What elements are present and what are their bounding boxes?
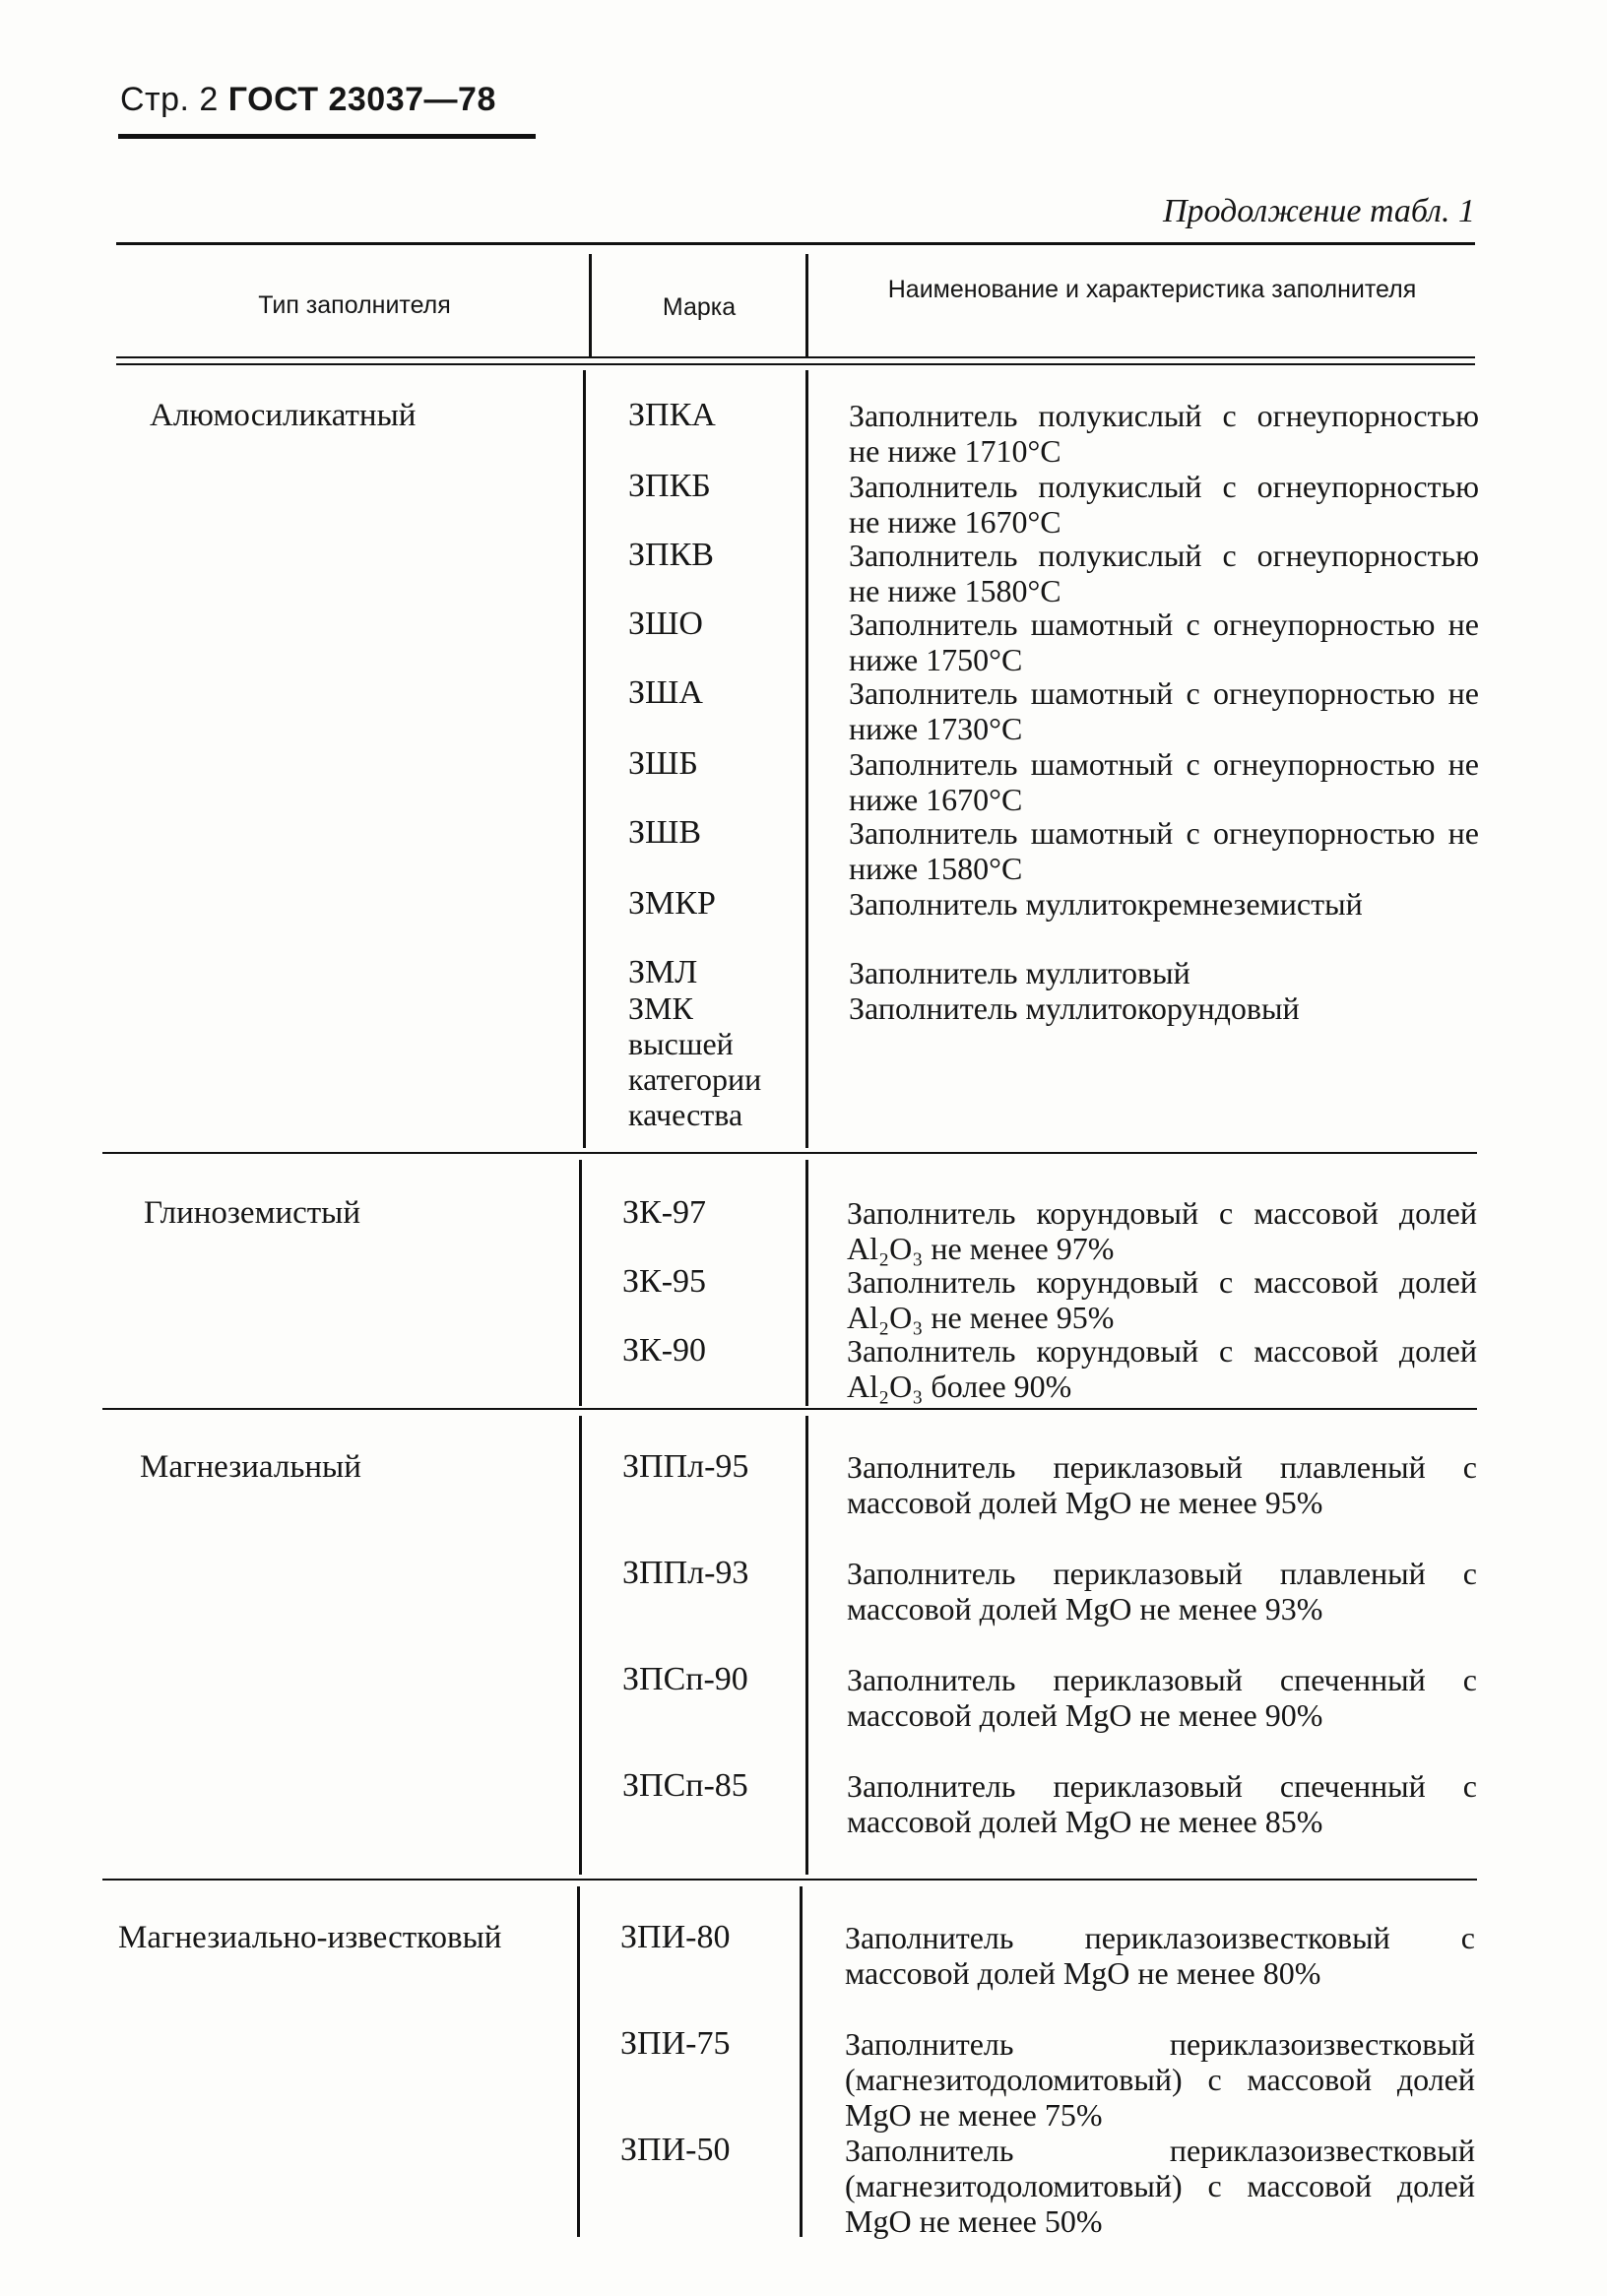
column-divider [805, 370, 808, 1148]
description: Заполнитель шамотный с огнеупорностью не ниже 1580°С [849, 815, 1479, 886]
page-number: Стр. 2 [120, 81, 219, 118]
group-separator [102, 1408, 1477, 1410]
description: Заполнитель муллитокремнеземистый [849, 886, 1363, 922]
column-divider [579, 1416, 582, 1875]
description: Заполнитель муллитокорундовый [849, 990, 1300, 1026]
header-underline [118, 134, 536, 139]
description: Заполнитель корундовый с массовой долей Al₂O₃ не менее 97% [847, 1195, 1477, 1266]
header-divider-1 [589, 254, 592, 356]
mark: ЗША [628, 674, 703, 711]
description: Заполнитель полукислый с огнеупорностью не ниже 1670°С [849, 469, 1479, 540]
description: Заполнитель периклазоизвестковый (магнезитодоломитовый) с массовой долей MgO не менее 50% [845, 2133, 1475, 2239]
group-type-aluminosilicate: Алюмосиликатный [150, 398, 417, 433]
mark: ЗМКР [628, 885, 716, 922]
mark: ЗШБ [628, 745, 698, 782]
description: Заполнитель периклазоизвестковый с массовой долей MgO не менее 80% [845, 1920, 1475, 1991]
column-divider [800, 1886, 803, 2237]
description: Заполнитель муллитовый [849, 955, 1190, 990]
standard-title: ГОСТ 23037—78 [227, 81, 496, 118]
page-header [120, 81, 496, 119]
mark: ЗПКА [628, 397, 716, 433]
description: Заполнитель шамотный с огнеупорностью не ниже 1670°С [849, 746, 1479, 817]
mark: ЗК-95 [622, 1263, 707, 1300]
description: Заполнитель периклазоизвестковый (магнезитодоломитовый) с массовой долей MgO не менее 75% [845, 2026, 1475, 2133]
column-divider [577, 1886, 580, 2237]
description: Заполнитель периклазовый плавленый с массовой долей MgO не менее 93% [847, 1556, 1477, 1626]
description: Заполнитель полукислый с огнеупорностью не ниже 1710°С [849, 398, 1479, 469]
mark: ЗПИ-80 [620, 1919, 731, 1955]
table-top-rule [116, 242, 1475, 245]
mark: ЗК-97 [622, 1194, 707, 1231]
header-double-rule-2 [116, 363, 1475, 365]
group-type-magnesia-lime: Магнезиально-известковый [118, 1920, 502, 1955]
group-type-alumina: Глиноземистый [144, 1195, 361, 1231]
column-divider [579, 1160, 582, 1406]
description: Заполнитель периклазовый спеченный с массовой долей MgO не менее 85% [847, 1768, 1477, 1839]
group-separator [102, 1152, 1477, 1154]
mark: ЗППл-93 [622, 1555, 749, 1591]
column-header-mark: Марка [662, 293, 737, 321]
group-separator [102, 1879, 1477, 1881]
mark: ЗПКБ [628, 468, 711, 504]
column-header-type: Тип заполнителя [258, 291, 451, 319]
column-header-name: Наименование и характеристика заполнителя [887, 276, 1417, 303]
mark: ЗПКВ [628, 537, 714, 573]
mark: ЗМК высшей категории качества [628, 990, 762, 1132]
mark: ЗПСп-85 [622, 1767, 748, 1804]
description: Заполнитель корундовый с массовой долей Al₂O₃ более 90% [847, 1333, 1477, 1404]
description: Заполнитель периклазовый спеченный с массовой долей MgO не менее 90% [847, 1662, 1477, 1733]
description: Заполнитель корундовый с массовой долей Al₂O₃ не менее 95% [847, 1264, 1477, 1335]
mark: ЗШО [628, 606, 703, 642]
mark: ЗМЛ [628, 954, 698, 990]
header-divider-2 [805, 254, 808, 356]
description: Заполнитель периклазовый плавленый с массовой долей MgO не менее 95% [847, 1449, 1477, 1520]
description: Заполнитель шамотный с огнеупорностью не ниже 1730°С [849, 675, 1479, 746]
mark: ЗК-90 [622, 1332, 707, 1369]
description: Заполнитель полукислый с огнеупорностью не ниже 1580°С [849, 538, 1479, 608]
column-divider [583, 370, 586, 1148]
group-type-magnesia: Магнезиальный [140, 1449, 361, 1485]
table-continuation-label: Продолжение табл. 1 [1162, 193, 1475, 229]
column-divider [805, 1160, 808, 1406]
header-double-rule-1 [116, 356, 1475, 358]
mark: ЗПИ-75 [620, 2025, 731, 2062]
mark: ЗППл-95 [622, 1448, 749, 1485]
mark: ЗШВ [628, 814, 702, 851]
mark: ЗПСп-90 [622, 1661, 748, 1697]
mark: ЗПИ-50 [620, 2132, 731, 2168]
column-divider [805, 1416, 808, 1875]
description: Заполнитель шамотный с огнеупорностью не ниже 1750°С [849, 606, 1479, 677]
